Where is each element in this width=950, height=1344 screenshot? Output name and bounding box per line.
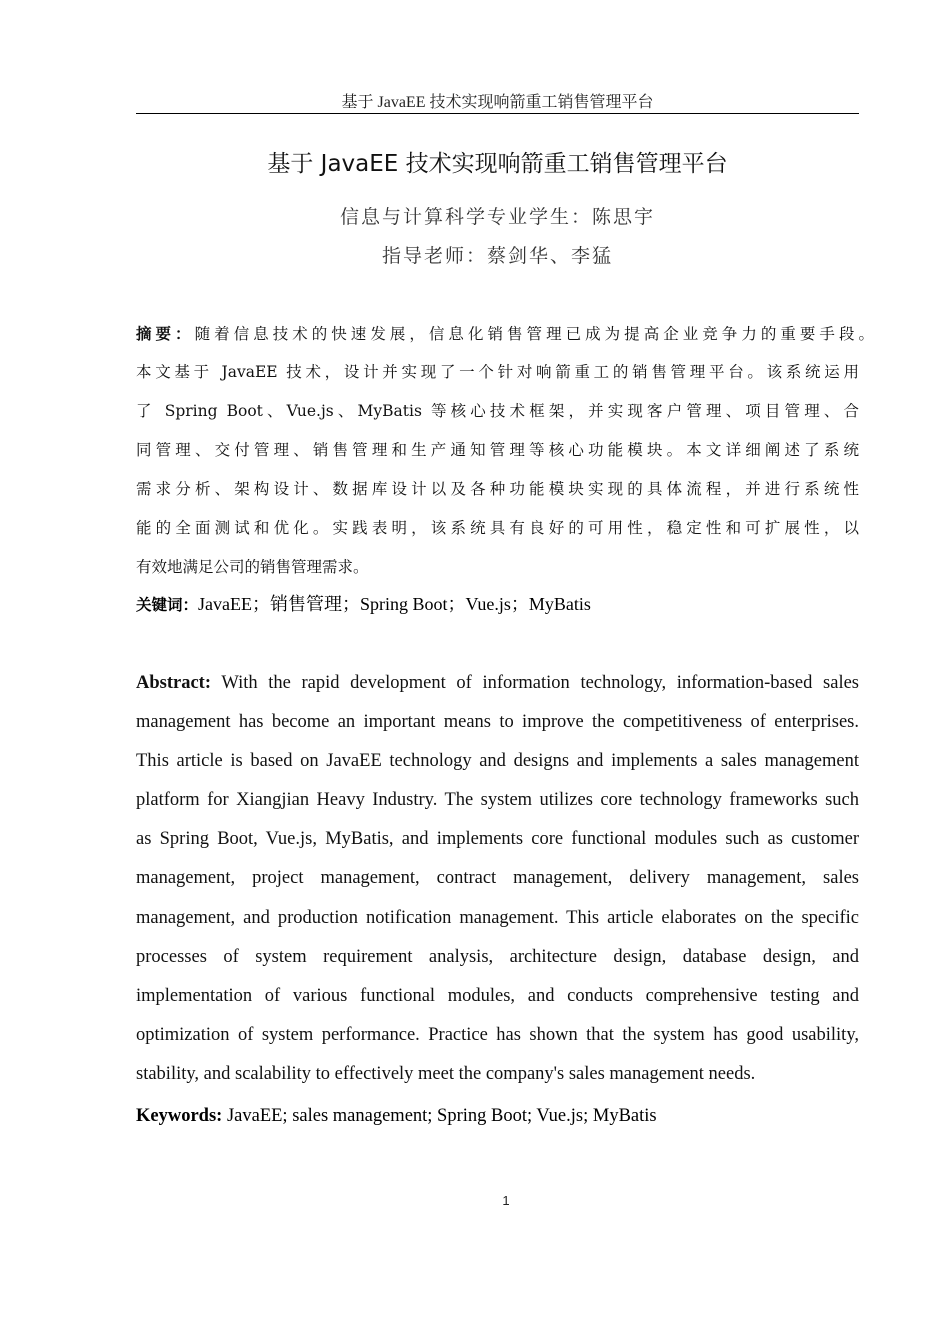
en-keywords-label: Keywords: — [136, 1106, 223, 1126]
cn-abstract-line-text: 随着信息技术的快速发展，信息化销售管理已成为提高企业竞争力的重要手段。 — [194, 325, 874, 343]
en-abstract-line: optimization of system performance. Practice has shown that the system has good usability, — [136, 1024, 859, 1045]
cn-abstract-line: 了 Spring Boot、Vue.js、MyBatis 等核心技术框架，并实现客户管理、项目管理、合 — [136, 402, 859, 420]
en-abstract-line: management has become an important means to improve the competitiveness of enterprises. — [136, 712, 859, 733]
running-header-text: 基于 JavaEE 技术实现响箭重工销售管理平台 — [341, 94, 654, 111]
running-header — [136, 92, 859, 114]
en-keywords-text: JavaEE; sales management; Spring Boot; Vue.js; MyBatis — [226, 1106, 657, 1126]
en-abstract-label: Abstract: — [136, 673, 212, 693]
cn-abstract-label: 摘要： — [136, 324, 195, 343]
en-abstract-line: platform for Xiangjian Heavy Industry. The system utilizes core technology frameworks such — [136, 790, 859, 811]
page-number: 1 — [502, 1193, 510, 1208]
en-abstract-line: as Spring Boot, Vue.js, MyBatis, and implements core functional modules such as customer — [136, 829, 859, 850]
en-abstract-line — [136, 664, 859, 703]
cn-abstract-line: 有效地满足公司的销售管理需求。 — [136, 558, 369, 576]
cn-abstract-line: 需求分析、架构设计、数据库设计以及各种功能模块实现的具体流程，并进行系统性 — [136, 480, 859, 498]
en-abstract-line-text: With the rapid development of information technology, information-based sales — [221, 673, 859, 693]
en-abstract-line: implementation of various functional modules, and conducts comprehensive testing and — [136, 985, 859, 1006]
english-abstract — [136, 664, 859, 1094]
cn-abstract-line: 同管理、交付管理、销售管理和生产通知管理等核心功能模块。本文详细阐述了系统 — [136, 441, 859, 459]
cn-abstract-line: 本文基于 JavaEE 技术，设计并实现了一个针对响箭重工的销售管理平台。该系统运用 — [136, 363, 859, 381]
cn-keywords-text: JavaEE；销售管理；Spring Boot；Vue.js；MyBatis — [198, 594, 591, 614]
cn-keywords-label: 关键词： — [136, 595, 199, 614]
cn-abstract-line — [136, 314, 874, 353]
chinese-keywords — [136, 590, 591, 619]
cn-abstract-line: 能的全面测试和优化。实践表明，该系统具有良好的可用性，稳定性和可扩展性，以 — [136, 519, 859, 537]
en-abstract-line: management, project management, contract management, delivery management, sales — [136, 868, 859, 889]
advisor-author: 指导老师：蔡剑华、李猛 — [381, 245, 613, 267]
en-abstract-line: management, and production notification management. This article elaborates on the specific — [136, 907, 859, 928]
en-abstract-line: This article is based on JavaEE technology and designs and implements a sales management — [136, 751, 859, 772]
student-author: 信息与计算科学专业学生：陈思宇 — [339, 206, 655, 228]
paper-title: 基于 JavaEE 技术实现响箭重工销售管理平台 — [267, 151, 728, 177]
chinese-abstract — [136, 314, 886, 587]
english-keywords — [136, 1102, 657, 1130]
en-abstract-line: processes of system requirement analysis, architecture design, database design, and — [136, 946, 859, 967]
en-abstract-line: stability, and scalability to effectively meet the company's sales management needs. — [136, 1063, 756, 1084]
